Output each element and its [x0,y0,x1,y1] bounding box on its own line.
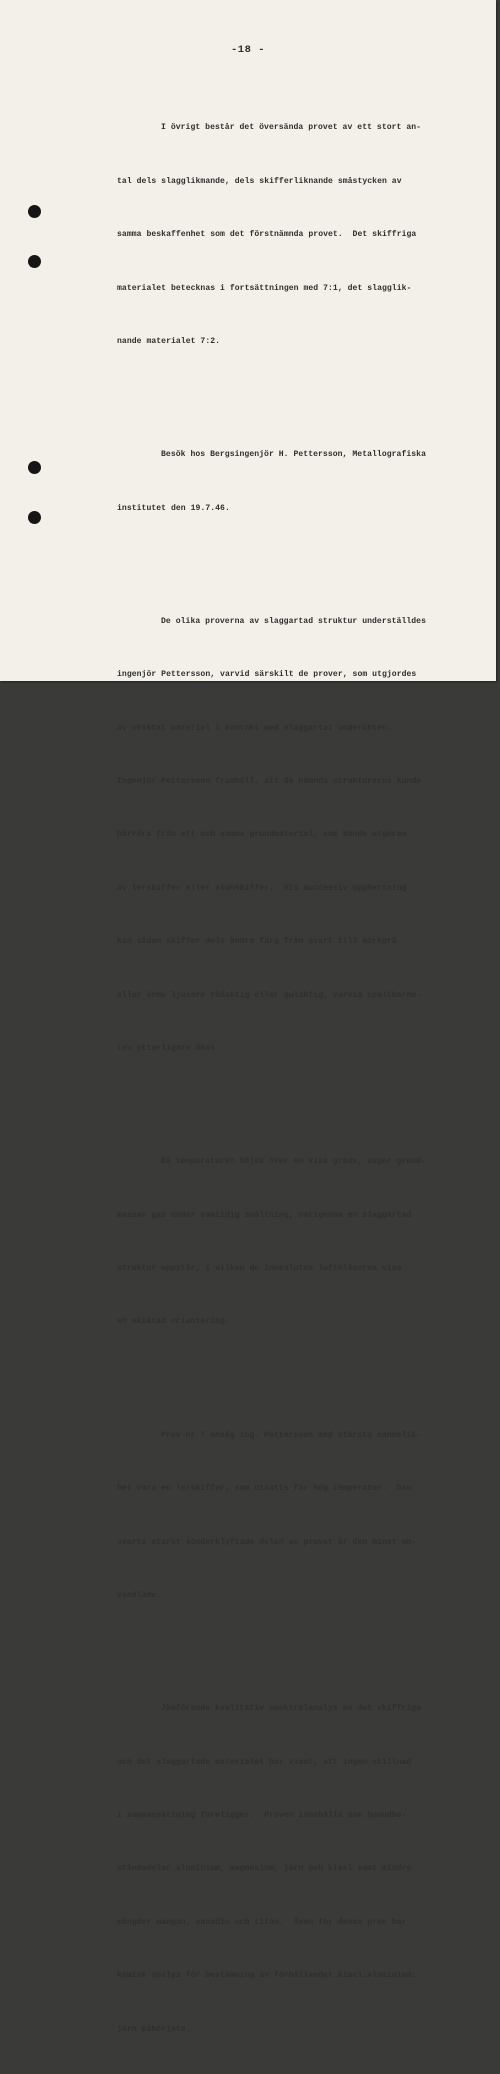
text-line: kemisk analys för bestämning av förhållandet kisel:aluminium: [117,1971,417,1981]
text-line: järn påbörjats. [117,2024,191,2034]
text-line: och det slaggartade materialet har visat, att ingen skillnad [117,1757,412,1767]
text-line: ingenjör Pettersson, varvid särskilt de prover, som utgjordes [117,670,417,680]
text-line: i sammansättning föreligger. Proven innehålla som huvudbe- [117,1811,407,1820]
text-line: nande materialet 7:2. [117,336,221,346]
text-line: vandlade. [117,1590,162,1600]
text-line: eller ännu ljusare rödaktig eller gulaktig, varvid spaltbarhe- [117,990,422,1000]
text-line: av skiktat material i kontakt med slaggartat underökten. [117,723,392,733]
text-line: Då temperaturen höjes över en viss gräns, avger grund- [161,1157,426,1167]
text-line: Ingenjör Pettersson framhöll, att de nämnda strukturerna kunde [117,777,422,787]
text-line: kan sådan skiffer dels ändra färg från svart till mörkgrå [117,937,397,947]
body-text [117,66,462,2074]
text-line: tal dels slagglikmande, dels skifferliknande småstycken av [117,176,402,186]
text-line: svarta starkt sönderklyftade delen av provet är den minst om- [117,1537,417,1547]
text-line: härröra från ett och samma grundmaterial, som kunde utgöras [117,830,407,840]
text-line: mängder mangan, vanadin och titan. Även för dessa prov har [117,1917,407,1927]
text-line: samma beskaffenhet som det förstnämnda provet. Det skiffriga [117,230,417,240]
text-line: het vara en lerskiffer, som utsatts för hög temperatur. Den [117,1484,412,1494]
text-line: ten ytterligare ökas. [117,1044,221,1054]
text-line: massan gas under samtidig smältning, varigenom en slaggartad [117,1210,412,1220]
punch-hole [28,461,41,474]
text-line: De olika proverna av slaggartad struktur underställdes [161,616,426,626]
text-line: ståndsdelar aluminium, magnesium, järn och kisel samt mindre [117,1864,412,1874]
text-line: Jämförande kvalitativ spektralanalys av det skiffriga [161,1704,422,1714]
page-number: -18 - [230,44,265,56]
punch-hole [28,511,41,524]
text-line: institutet den 19.7.46. [117,503,230,513]
text-line: en skiktad orientering. [117,1317,230,1327]
punch-hole [28,205,41,218]
punch-hole [28,255,41,268]
text-line: av lerskiffer eller alunskiffer. Vid successiv upphettning [117,883,407,893]
text-line: struktur uppstår, i vilken de inneslutna luftblåsorna visa [117,1264,402,1274]
text-line: materialet betecknas i fortsättningen med 7:1, det slagglik- [117,283,412,293]
text-line: I övrigt består det översända provet av ett stort an- [161,123,422,133]
text-line: Besök hos Bergsingenjör H. Pettersson, Metallografiska [161,450,426,460]
text-line: Prov nr 7 ansåg ing. Pettersson med största sannolik- [161,1430,422,1440]
